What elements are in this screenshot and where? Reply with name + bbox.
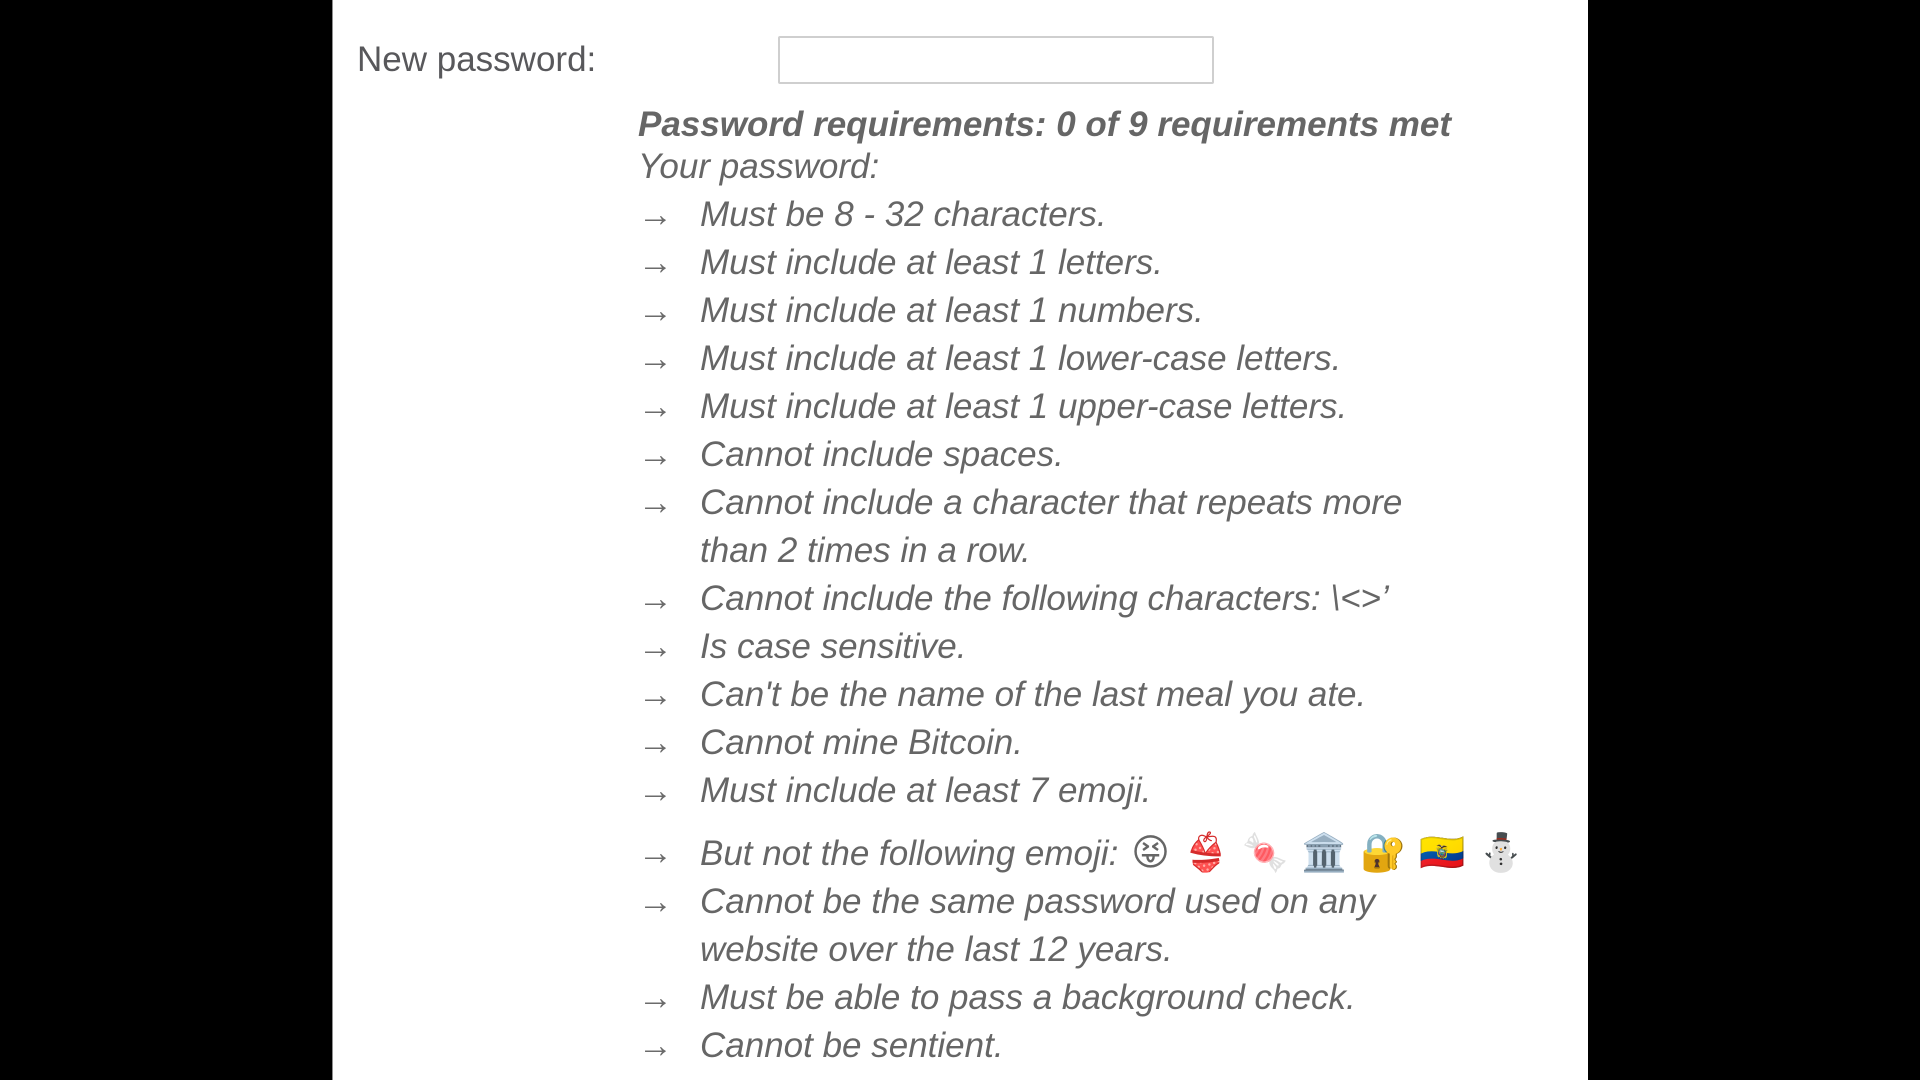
- password-form-panel: [332, 0, 1588, 1080]
- arrow-icon: →: [638, 978, 673, 1017]
- requirement-item: [638, 479, 1478, 575]
- requirements-subheading: Your password:: [638, 147, 880, 186]
- requirement-text: Must include at least 7 emoji.: [700, 771, 1152, 810]
- arrow-icon: →: [638, 195, 673, 234]
- requirement-item: [638, 239, 1478, 287]
- requirement-item: [638, 767, 1478, 815]
- arrow-icon: →: [638, 483, 673, 522]
- requirement-text: Must include at least 1 letters.: [700, 243, 1163, 282]
- requirement-text: Cannot include the following characters: \<>’: [700, 579, 1389, 618]
- locked-with-key-emoji: 🔐: [1360, 832, 1407, 873]
- new-password-row: [333, 36, 1588, 84]
- arrow-icon: →: [638, 771, 673, 810]
- arrow-icon: →: [638, 723, 673, 762]
- requirement-item: [638, 431, 1478, 479]
- requirement-item: [638, 383, 1478, 431]
- arrow-icon: →: [638, 435, 673, 474]
- arrow-icon: →: [638, 387, 673, 426]
- flag-ecuador-emoji: 🇪🇨: [1419, 832, 1466, 873]
- requirement-text: Can't be the name of the last meal you ate.: [700, 675, 1367, 714]
- requirement-text: Cannot mine Bitcoin.: [700, 723, 1023, 762]
- arrow-icon: →: [638, 243, 673, 282]
- requirement-text: Must include at least 1 lower-case letters.: [700, 339, 1342, 378]
- requirement-item: [638, 623, 1478, 671]
- arrow-icon: →: [638, 833, 673, 872]
- requirement-item: [638, 575, 1478, 623]
- requirements-heading: Password requirements: 0 of 9 requirements met: [638, 105, 1452, 144]
- arrow-icon: →: [638, 579, 673, 618]
- requirement-text: Must be 8 - 32 characters.: [700, 195, 1107, 234]
- requirement-text: Must include at least 1 upper-case letters.: [700, 387, 1348, 426]
- requirement-text: Is case sensitive.: [700, 627, 967, 666]
- requirement-item: [638, 335, 1478, 383]
- requirement-item: [638, 671, 1478, 719]
- snowman-emoji: ⛄️: [1478, 832, 1525, 873]
- requirement-text: Cannot include spaces.: [700, 435, 1064, 474]
- new-password-input[interactable]: [778, 36, 1214, 84]
- requirement-item: [638, 191, 1478, 239]
- arrow-icon: →: [638, 627, 673, 666]
- requirements-list: [638, 191, 1525, 1070]
- requirement-item: [638, 719, 1478, 767]
- arrow-icon: →: [638, 675, 673, 714]
- requirement-text: Must include at least 1 numbers.: [700, 291, 1204, 330]
- requirement-item: [638, 1022, 1478, 1070]
- requirement-item: [638, 287, 1478, 335]
- requirement-text: Cannot be the same password used on any website over the last 12 years.: [700, 882, 1376, 969]
- requirement-item: [638, 974, 1478, 1022]
- arrow-icon: →: [638, 339, 673, 378]
- arrow-icon: →: [638, 882, 673, 921]
- squinting-face-with-tongue-emoji: 😝: [1131, 832, 1170, 873]
- requirement-text: But not the following emoji:: [700, 834, 1119, 873]
- password-requirements-block: [638, 104, 1588, 1070]
- new-password-label: New password:: [357, 40, 597, 79]
- arrow-icon: →: [638, 1026, 673, 1065]
- forbidden-emoji-group: [1118, 834, 1524, 873]
- requirement-item: [638, 829, 1525, 878]
- requirement-text: Must be able to pass a background check.: [700, 978, 1356, 1017]
- bikini-emoji: 👙: [1182, 832, 1229, 873]
- candy-emoji: 🍬: [1241, 832, 1289, 873]
- classical-building-emoji: 🏛️: [1301, 832, 1348, 873]
- arrow-icon: →: [638, 291, 673, 330]
- requirement-item: [638, 878, 1478, 974]
- requirement-text: Cannot be sentient.: [700, 1026, 1004, 1065]
- requirement-text: Cannot include a character that repeats more than 2 times in a row.: [700, 483, 1403, 570]
